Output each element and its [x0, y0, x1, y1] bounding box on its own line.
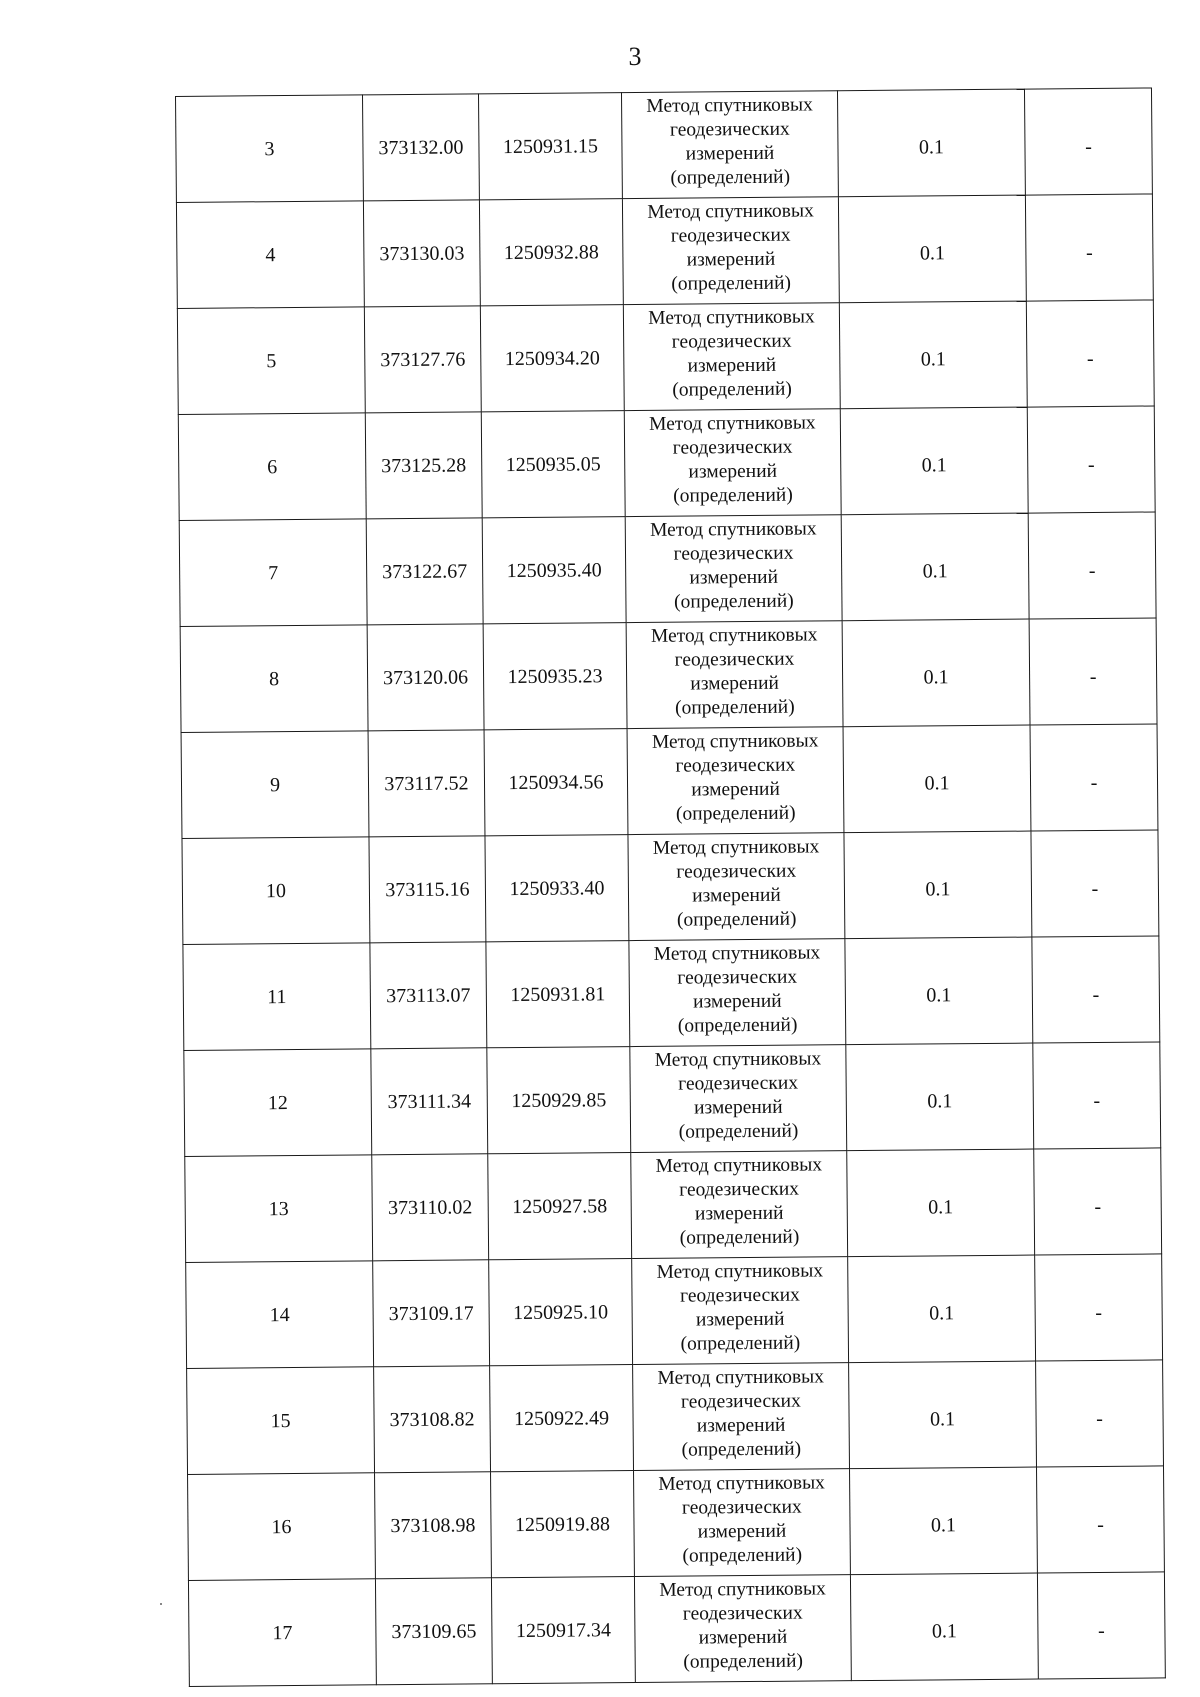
table-row: [184, 1042, 1161, 1157]
point-number: 5: [177, 307, 365, 415]
table-row: [188, 1572, 1165, 1687]
coordinate-x: 373110.02: [372, 1154, 489, 1261]
measurement-method: Метод спутниковых геодезических измерений (определений): [624, 409, 841, 517]
measurement-method: Метод спутниковых геодезических измерений (определений): [632, 1257, 849, 1365]
table-row: [185, 1148, 1162, 1263]
point-description: -: [1025, 194, 1153, 301]
point-number: 10: [182, 837, 370, 945]
point-description: -: [1029, 618, 1157, 725]
measurement-method: Метод спутниковых геодезических измерений (определений): [633, 1363, 850, 1471]
table-row: [180, 618, 1157, 733]
measurement-method: Метод спутниковых геодезических измерений (определений): [621, 91, 838, 199]
point-description: -: [1026, 300, 1154, 407]
point-number: 16: [188, 1473, 376, 1581]
coordinate-y: 1250922.49: [490, 1365, 634, 1472]
point-number: 4: [176, 201, 364, 309]
measurement-method: Метод спутниковых геодезических измерений (определений): [634, 1575, 851, 1683]
coordinate-y: 1250931.15: [478, 93, 622, 200]
table-row: [177, 300, 1154, 415]
point-description: -: [1024, 88, 1152, 195]
table-row: [187, 1360, 1164, 1475]
measurement-method: Метод спутниковых геодезических измерений (определений): [623, 303, 840, 411]
table-row: [182, 830, 1159, 945]
measurement-method: Метод спутниковых геодезических измерений (определений): [625, 515, 842, 623]
point-description: -: [1032, 936, 1160, 1043]
coordinate-x: 373127.76: [364, 306, 481, 413]
table-row: [178, 406, 1155, 521]
accuracy-value: 0.1: [850, 1573, 1038, 1681]
coordinate-y: 1250934.56: [484, 729, 628, 836]
coordinate-x: 373122.67: [366, 518, 483, 625]
point-description: -: [1027, 406, 1155, 513]
accuracy-value: 0.1: [849, 1361, 1037, 1469]
scan-speck: [160, 1603, 162, 1605]
point-number: 15: [187, 1367, 375, 1475]
table-row: [186, 1254, 1163, 1369]
point-number: 7: [179, 519, 367, 627]
measurement-method: Метод спутниковых геодезических измерений (определений): [622, 197, 839, 305]
accuracy-value: 0.1: [839, 301, 1027, 409]
accuracy-value: 0.1: [841, 513, 1029, 621]
coordinate-y: 1250932.88: [479, 199, 623, 306]
table-row: [188, 1466, 1165, 1581]
point-description: -: [1034, 1148, 1162, 1255]
coordinate-x: 373132.00: [362, 94, 479, 201]
point-number: 3: [176, 95, 364, 203]
coordinate-x: 373113.07: [370, 942, 487, 1049]
measurement-method: Метод спутниковых геодезических измерений (определений): [626, 621, 843, 729]
accuracy-value: 0.1: [844, 831, 1032, 939]
accuracy-value: 0.1: [848, 1255, 1036, 1363]
coordinate-y: 1250935.40: [482, 517, 626, 624]
table-row: [179, 512, 1156, 627]
table-row: [176, 88, 1153, 203]
coordinate-x: 373115.16: [369, 836, 486, 943]
measurement-method: Метод спутниковых геодезических измерений (определений): [630, 1045, 847, 1153]
coordinate-y: 1250934.20: [480, 305, 624, 412]
coordinate-x: 373125.28: [365, 412, 482, 519]
coordinate-y: 1250931.81: [486, 941, 630, 1048]
page-number: 3: [628, 42, 642, 71]
measurement-method: Метод спутниковых геодезических измерений (определений): [628, 833, 845, 941]
accuracy-value: 0.1: [847, 1149, 1035, 1257]
accuracy-value: 0.1: [842, 619, 1030, 727]
coordinate-x: 373108.98: [375, 1472, 492, 1579]
measurement-method: Метод спутниковых геодезических измерений (определений): [629, 939, 846, 1047]
table-row: [183, 936, 1160, 1051]
coordinate-x: 373120.06: [367, 624, 484, 731]
coordinate-x: 373109.65: [375, 1578, 492, 1685]
coordinate-y: 1250935.23: [483, 623, 627, 730]
point-number: 17: [188, 1579, 376, 1687]
accuracy-value: 0.1: [843, 725, 1031, 833]
measurement-method: Метод спутниковых геодезических измерений (определений): [631, 1151, 848, 1259]
point-number: 14: [186, 1261, 374, 1369]
accuracy-value: 0.1: [845, 937, 1033, 1045]
coordinate-x: 373108.82: [374, 1366, 491, 1473]
point-description: -: [1031, 830, 1159, 937]
point-description: -: [1036, 1360, 1164, 1467]
accuracy-value: 0.1: [850, 1467, 1038, 1575]
coordinate-x: 373130.03: [363, 200, 480, 307]
coordinate-y: 1250933.40: [485, 835, 629, 942]
accuracy-value: 0.1: [846, 1043, 1034, 1151]
point-number: 12: [184, 1049, 372, 1157]
coordinate-y: 1250929.85: [487, 1047, 631, 1154]
table-row: [181, 724, 1158, 839]
point-number: 9: [181, 731, 369, 839]
point-number: 6: [178, 413, 366, 521]
accuracy-value: 0.1: [838, 195, 1026, 303]
point-description: -: [1028, 512, 1156, 619]
table-row: [176, 194, 1153, 309]
coordinate-x: 373109.17: [373, 1260, 490, 1367]
coordinate-x: 373111.34: [371, 1048, 488, 1155]
point-number: 11: [183, 943, 371, 1051]
point-description: -: [1035, 1254, 1163, 1361]
point-number: 8: [180, 625, 368, 733]
accuracy-value: 0.1: [840, 407, 1028, 515]
coordinate-x: 373117.52: [368, 730, 485, 837]
coordinate-y: 1250917.34: [491, 1577, 635, 1684]
point-description: -: [1036, 1466, 1164, 1573]
coordinate-y: 1250919.88: [491, 1471, 635, 1578]
point-number: 13: [185, 1155, 373, 1263]
coordinate-y: 1250935.05: [481, 411, 625, 518]
coordinate-y: 1250927.58: [488, 1153, 632, 1260]
point-description: -: [1033, 1042, 1161, 1149]
point-description: -: [1030, 724, 1158, 831]
point-description: -: [1037, 1572, 1165, 1679]
measurement-method: Метод спутниковых геодезических измерений (определений): [627, 727, 844, 835]
coordinate-y: 1250925.10: [489, 1259, 633, 1366]
measurement-method: Метод спутниковых геодезических измерений (определений): [634, 1469, 851, 1577]
coordinates-table: [175, 87, 1166, 1686]
accuracy-value: 0.1: [837, 89, 1025, 197]
